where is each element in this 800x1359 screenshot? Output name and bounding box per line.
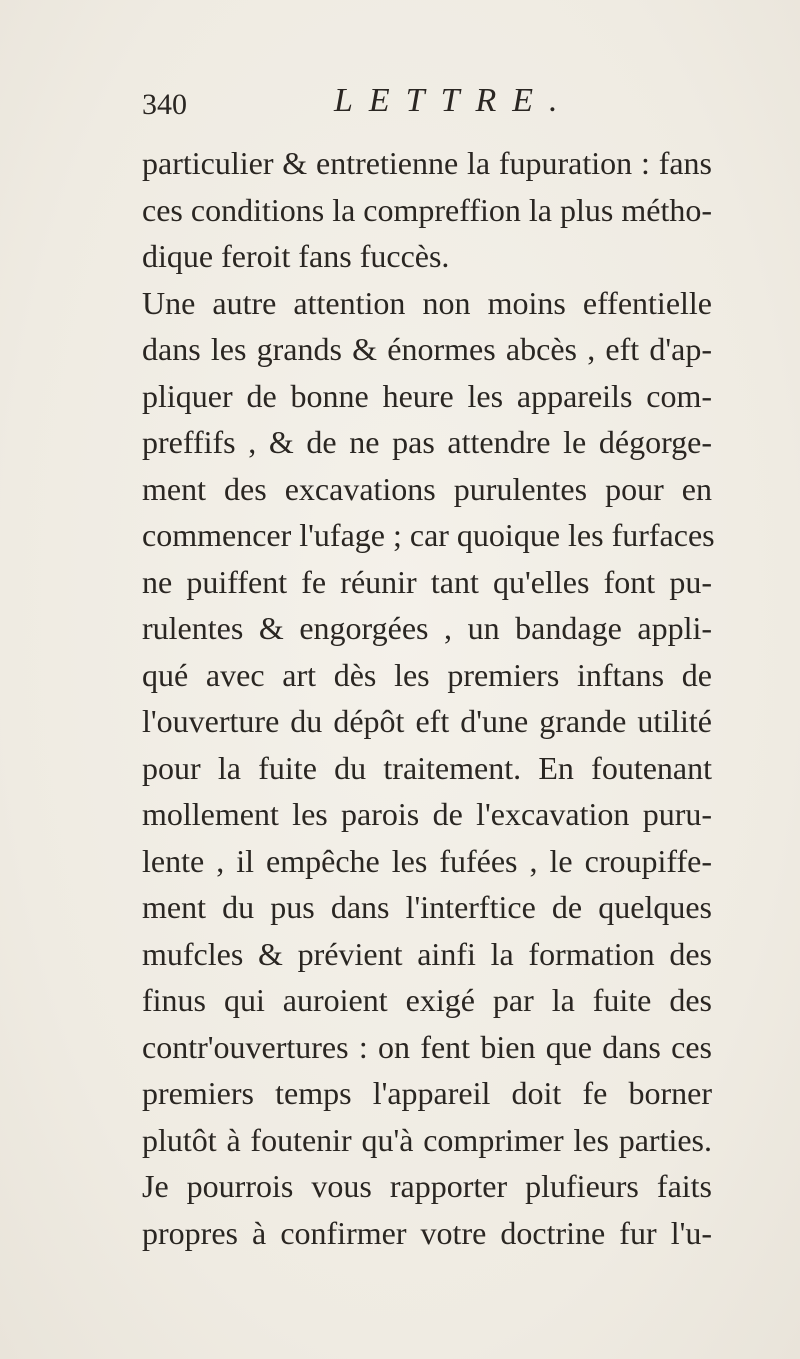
text-line: particulier & entretienne la fupuration : fans <box>142 145 712 181</box>
body-text <box>142 140 715 1256</box>
text-line: mufcles & prévient ainfi la formation des <box>142 935 712 972</box>
text-line: ment des excavations purulentes pour en <box>142 470 712 507</box>
text-line: qué avec art dès les premiers inftans de <box>142 656 712 693</box>
text-line: dique feroit fans fuccès. <box>142 238 450 274</box>
text-line: Une autre attention non moins effentielle <box>142 284 712 321</box>
text-line: ne puiffent fe réunir tant qu'elles font pu- <box>142 563 712 600</box>
text-line: pour la fuite du traitement. En foutenant <box>142 749 712 786</box>
running-head: LETTRE. <box>334 82 574 119</box>
page-number: 340 <box>142 88 187 121</box>
text-line: premiers temps l'appareil doit fe borner <box>142 1075 712 1111</box>
text-line: preffifs , & de ne pas attendre le dégorge- <box>142 424 712 460</box>
text-line: plutôt à foutenir qu'à comprimer les parties. <box>142 1121 712 1158</box>
text-line: contr'ouvertures : on fent bien que dans ces <box>142 1028 712 1065</box>
text-line: lente , il empêche les fufées , le croupiffe- <box>142 842 712 879</box>
text-line: mollement les parois de l'excavation puru- <box>142 796 712 832</box>
text-line: ces conditions la compreffion la plus métho- <box>142 191 712 228</box>
text-line: finus qui auroient exigé par la fuite des <box>142 982 712 1018</box>
text-line: rulentes & engorgées , un bandage appli- <box>142 610 712 646</box>
text-line: Je pourrois vous rapporter plufieurs faits <box>142 1168 712 1204</box>
text-line: l'ouverture du dépôt eft d'une grande utilité <box>142 703 712 739</box>
text-line: pliquer de bonne heure les appareils com- <box>142 377 712 414</box>
page-header <box>142 82 702 128</box>
text-line: dans les grands & énormes abcès , eft d'ap- <box>142 331 712 367</box>
text-line: propres à confirmer votre doctrine fur l'u- <box>142 1214 712 1251</box>
text-line: commencer l'ufage ; car quoique les furfaces <box>142 517 715 553</box>
text-line: ment du pus dans l'interftice de quelques <box>142 889 712 925</box>
